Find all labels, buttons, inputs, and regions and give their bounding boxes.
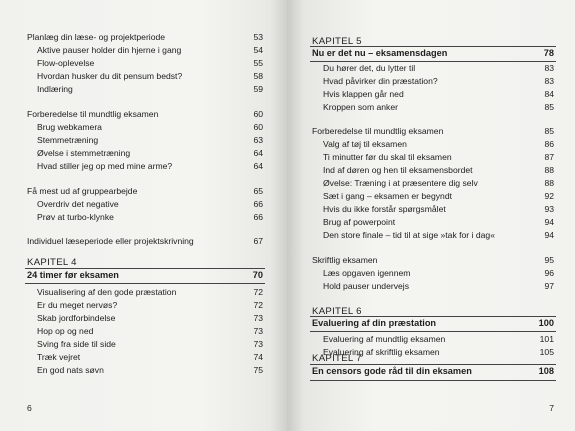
toc-entry (37, 44, 263, 57)
toc-entry-page: 94 (544, 217, 554, 227)
toc-entry-page: 65 (253, 186, 263, 196)
toc-entry-title: Sæt i gang – eksamen er begyndt (323, 191, 452, 201)
toc-entry-page: 73 (253, 326, 263, 336)
toc-entry-page: 88 (544, 178, 554, 188)
chapter-label: KAPITEL 5 (312, 36, 362, 47)
toc-entry-title: Individuel læseperiode eller projektskrivning (27, 236, 194, 246)
chapter-title: Evaluering af din præstation (312, 318, 437, 328)
toc-entry-title: Flow-oplevelse (37, 58, 95, 68)
toc-entry (323, 88, 554, 101)
toc-entry-page: 73 (253, 313, 263, 323)
toc-entry (323, 177, 554, 190)
toc-entry-title: Ti minutter før du skal til eksamen (323, 152, 452, 162)
chapter-title: Nu er det nu – eksamensdagen (312, 48, 448, 58)
toc-entry (323, 62, 554, 75)
toc-entry-title: Øvelse: Træning i at præsentere dig selv (323, 178, 478, 188)
toc-entry (37, 364, 263, 377)
toc-entry (323, 101, 554, 114)
chapter-label: KAPITEL 7 (312, 353, 362, 364)
toc-entry-page: 66 (253, 212, 263, 222)
toc-entry-title: Brug webkamera (37, 122, 102, 132)
toc-entry-title: Sving fra side til side (37, 339, 116, 349)
toc-entry-page: 64 (253, 148, 263, 158)
toc-entry-title: Forberedelse til mundtlig eksamen (312, 126, 444, 136)
toc-entry-title: Brug af powerpoint (323, 217, 396, 227)
chapter-title-entry (312, 47, 554, 60)
toc-entry-page: 87 (544, 152, 554, 162)
toc-entry (323, 164, 554, 177)
toc-entry-page: 96 (544, 268, 554, 278)
toc-entry (37, 147, 263, 160)
page-number: 6 (27, 403, 32, 413)
toc-entry (37, 351, 263, 364)
toc-entry (37, 299, 263, 312)
toc-entry-page: 60 (253, 109, 263, 119)
toc-entry-title: Aktive pauser holder din hjerne i gang (37, 45, 182, 55)
toc-entry-page: 60 (253, 122, 263, 132)
toc-entry-title: Hvordan husker du dit pensum bedst? (37, 71, 183, 81)
toc-entry-page: 58 (253, 71, 263, 81)
toc-entry-page: 93 (544, 204, 554, 214)
toc-entry-title: Evaluering af skriftlig eksamen (323, 347, 440, 357)
toc-entry-title: Hop op og ned (37, 326, 94, 336)
toc-entry-page: 85 (544, 102, 554, 112)
toc-entry-title: Ind af døren og hen til eksamensbordet (323, 165, 473, 175)
toc-entry-title: Få mest ud af gruppearbejde (27, 186, 138, 196)
toc-entry-page: 66 (253, 199, 263, 209)
toc-entry-title: Hvis klappen går ned (323, 89, 404, 99)
toc-entry-page: 54 (253, 45, 263, 55)
toc-entry-title: Hold pauser undervejs (323, 281, 409, 291)
toc-entry (312, 254, 554, 267)
toc-entry-page: 72 (253, 287, 263, 297)
toc-entry-page: 75 (253, 365, 263, 375)
chapter-title-entry (312, 317, 554, 330)
toc-entry (323, 267, 554, 280)
toc-entry (323, 190, 554, 203)
toc-entry (37, 121, 263, 134)
toc-entry (312, 125, 554, 138)
toc-entry (37, 211, 263, 224)
toc-entry-page: 53 (253, 32, 263, 42)
toc-entry-title: Hvad påvirker din præstation? (323, 76, 438, 86)
toc-entry-page: 64 (253, 161, 263, 171)
toc-entry (323, 216, 554, 229)
toc-entry-page: 88 (544, 165, 554, 175)
chapter-title: 24 timer før eksamen (27, 270, 119, 280)
toc-entry-title: Valg af tøj til eksamen (323, 139, 407, 149)
toc-entry-page: 95 (544, 255, 554, 265)
toc-entry-page: 55 (253, 58, 263, 68)
toc-entry-page: 94 (544, 230, 554, 240)
toc-entry-title: Du hører det, du lytter til (323, 63, 416, 73)
toc-entry (27, 108, 263, 121)
chapter-label: KAPITEL 4 (27, 257, 77, 268)
toc-entry-title: Planlæg din læse- og projektperiode (27, 32, 166, 42)
toc-entry (37, 286, 263, 299)
page-number: 7 (549, 403, 554, 413)
toc-entry-title: Kroppen som anker (323, 102, 398, 112)
toc-entry-title: Overdriv det negative (37, 199, 119, 209)
toc-entry-title: En god nats søvn (37, 365, 104, 375)
toc-entry (27, 31, 263, 44)
toc-entry-title: Træk vejret (37, 352, 81, 362)
toc-entry (37, 83, 263, 96)
toc-entry-page: 85 (544, 126, 554, 136)
right-page (287, 0, 575, 431)
toc-entry (37, 70, 263, 83)
chapter-title-entry (27, 269, 263, 282)
toc-entry-page: 86 (544, 139, 554, 149)
toc-entry (323, 151, 554, 164)
toc-entry-page: 67 (253, 236, 263, 246)
toc-entry-title: Indlæring (37, 84, 73, 94)
toc-entry (27, 185, 263, 198)
toc-entry (37, 134, 263, 147)
chapter-page: 108 (538, 366, 554, 376)
toc-entry (323, 203, 554, 216)
chapter-page: 100 (538, 318, 554, 328)
chapter-rule (310, 380, 556, 381)
toc-entry-title: Evaluering af mundtlig eksamen (323, 334, 446, 344)
toc-entry-title: Er du meget nervøs? (37, 300, 118, 310)
toc-entry (37, 312, 263, 325)
chapter-page: 78 (543, 48, 554, 58)
toc-entry-page: 92 (544, 191, 554, 201)
toc-entry (27, 235, 263, 248)
toc-entry-page: 83 (544, 63, 554, 73)
toc-entry-title: Prøv at turbo-klynke (37, 212, 114, 222)
toc-entry-page: 83 (544, 76, 554, 86)
toc-entry (37, 325, 263, 338)
toc-entry-title: Hvad stiller jeg op med mine arme? (37, 161, 173, 171)
toc-entry-title: Hvis du ikke forstår spørgsmålet (323, 204, 446, 214)
toc-entry (323, 229, 554, 242)
toc-entry-page: 74 (253, 352, 263, 362)
toc-entry-title: Skab jordforbindelse (37, 313, 116, 323)
toc-entry-page: 63 (253, 135, 263, 145)
toc-entry (323, 280, 554, 293)
toc-entry-page: 84 (544, 89, 554, 99)
chapter-label: KAPITEL 6 (312, 306, 362, 317)
left-page (0, 0, 287, 431)
toc-entry-page: 105 (539, 347, 554, 357)
toc-entry-page: 101 (539, 334, 554, 344)
toc-entry-title: Skriftlig eksamen (312, 255, 378, 265)
toc-entry-page: 59 (253, 84, 263, 94)
toc-entry (37, 198, 263, 211)
chapter-rule (25, 283, 265, 284)
toc-entry (323, 75, 554, 88)
toc-entry (37, 57, 263, 70)
toc-entry-title: Visualisering af den gode præstation (37, 287, 177, 297)
toc-entry-title: Øvelse i stemmetræning (37, 148, 131, 158)
toc-entry (37, 160, 263, 173)
toc-entry-page: 73 (253, 339, 263, 349)
toc-entry-title: Den store finale – tid til at sige »tak for i dag« (323, 230, 495, 240)
chapter-title-entry (312, 365, 554, 378)
toc-entry-page: 72 (253, 300, 263, 310)
toc-entry-title: Forberedelse til mundtlig eksamen (27, 109, 159, 119)
toc-entry (323, 333, 554, 346)
chapter-rule (310, 331, 556, 332)
toc-entry-title: Stemmetræning (37, 135, 99, 145)
toc-entry (323, 138, 554, 151)
toc-entry-title: Læs opgaven igennem (323, 268, 411, 278)
chapter-title: En censors gode råd til din eksamen (312, 366, 472, 376)
chapter-page: 70 (252, 270, 263, 280)
toc-entry-page: 97 (544, 281, 554, 291)
toc-entry (37, 338, 263, 351)
